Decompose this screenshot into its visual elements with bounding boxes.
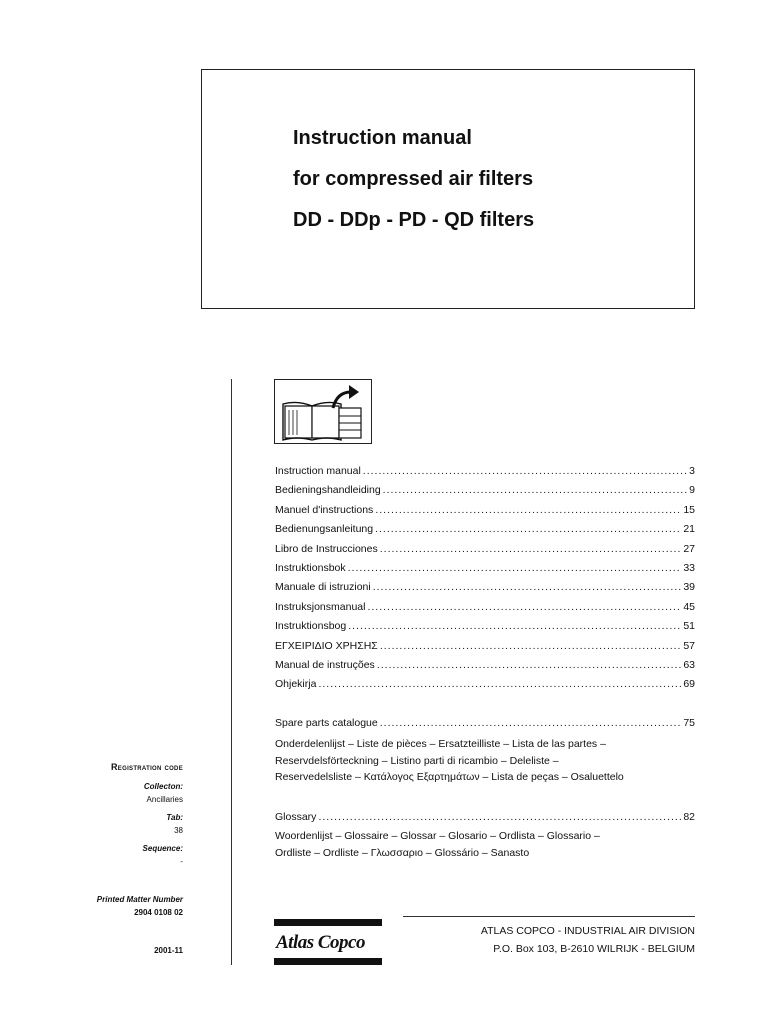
collection-value: Ancillaries bbox=[146, 795, 183, 804]
toc-label: Bedienungsanleitung bbox=[275, 523, 374, 536]
logo-text: Atlas Copco bbox=[276, 932, 365, 953]
spare-parts-row[interactable] bbox=[275, 716, 695, 730]
sequence-value: - bbox=[180, 857, 183, 866]
toc-row[interactable] bbox=[275, 561, 695, 575]
toc-label: Glossary bbox=[275, 811, 317, 823]
toc-leader bbox=[363, 464, 687, 478]
toc-row[interactable] bbox=[275, 522, 695, 536]
toc-page: 63 bbox=[683, 659, 695, 671]
toc-leader bbox=[380, 639, 682, 653]
title-box bbox=[201, 69, 695, 309]
logo-bar-bottom bbox=[274, 958, 382, 965]
toc-label: Instruktionsbok bbox=[275, 562, 346, 574]
toc-leader bbox=[348, 619, 681, 633]
toc-page: 3 bbox=[689, 465, 695, 477]
toc-row[interactable] bbox=[275, 464, 695, 478]
tab-value: 38 bbox=[174, 826, 183, 835]
toc-leader bbox=[375, 503, 681, 517]
translation-line: Reservedelsliste – Κατάλογος Εξαρτημάτων – Lista de peças – Osaluettelo bbox=[275, 771, 624, 783]
toc-row[interactable] bbox=[275, 580, 695, 594]
toc-label: Manuale di istruzioni bbox=[275, 581, 371, 594]
toc-leader bbox=[383, 483, 687, 497]
printed-matter-number: 2904 0108 02 bbox=[134, 908, 183, 917]
translation-line: Woordenlijst – Glossaire – Glossar – Glosario – Ordlista – Glossario – bbox=[275, 830, 600, 842]
toc-row[interactable] bbox=[275, 483, 695, 497]
toc-leader bbox=[318, 677, 681, 691]
toc-leader bbox=[375, 522, 681, 536]
toc-page: 15 bbox=[683, 503, 695, 516]
tab-label: Tab: bbox=[166, 813, 183, 822]
toc-leader bbox=[380, 716, 682, 730]
logo-bar-top bbox=[274, 919, 382, 926]
toc-page: 57 bbox=[683, 639, 695, 652]
open-book-icon bbox=[274, 379, 372, 444]
toc-page: 39 bbox=[683, 581, 695, 594]
toc-row[interactable] bbox=[275, 677, 695, 691]
toc-row[interactable] bbox=[275, 503, 695, 517]
toc-page: 27 bbox=[683, 542, 695, 555]
edition-date: 2001-11 bbox=[154, 946, 183, 955]
toc-page: 82 bbox=[683, 811, 695, 823]
translation-line: Ordliste – Ordliste – Γλωσσαριο – Glossário – Sanasto bbox=[275, 846, 530, 859]
company-address: P.O. Box 103, B-2610 WILRIJK - BELGIUM bbox=[493, 943, 695, 955]
toc-label: Instruction manual bbox=[275, 465, 361, 477]
toc-leader bbox=[318, 810, 681, 824]
toc-row[interactable] bbox=[275, 658, 695, 672]
sequence-label: Sequence: bbox=[142, 844, 183, 853]
title-line-1: Instruction manual bbox=[293, 127, 472, 149]
toc-label: Libro de Instrucciones bbox=[275, 542, 378, 555]
toc-page: 69 bbox=[683, 678, 695, 691]
toc-label: ΕΓΧΕΙΡΙΔΙΟ ΧΡΗΣΗΣ bbox=[275, 639, 378, 652]
spare-parts-translations bbox=[275, 736, 695, 786]
toc-leader bbox=[373, 580, 682, 594]
toc-label: Instruksjonsmanual bbox=[275, 600, 366, 613]
toc-leader bbox=[367, 600, 681, 614]
toc-leader bbox=[348, 561, 682, 575]
toc-row[interactable] bbox=[275, 639, 695, 653]
toc-row[interactable] bbox=[275, 619, 695, 633]
glossary-translations bbox=[275, 828, 695, 861]
footer-rule bbox=[403, 916, 695, 917]
toc-label: Manuel d'instructions bbox=[275, 503, 374, 516]
toc-page: 33 bbox=[683, 562, 695, 574]
title-line-2: for compressed air filters bbox=[293, 168, 534, 190]
toc-leader bbox=[380, 542, 682, 556]
toc-page: 75 bbox=[683, 717, 695, 729]
registration-heading: Registration code bbox=[111, 762, 183, 772]
toc-label: Manual de instruções bbox=[275, 659, 375, 671]
atlas-copco-logo bbox=[274, 919, 382, 965]
toc-row[interactable] bbox=[275, 600, 695, 614]
toc-page: 45 bbox=[683, 600, 695, 613]
toc-leader bbox=[377, 658, 682, 672]
toc-label: Ohjekirja bbox=[275, 678, 317, 691]
toc-page: 51 bbox=[683, 620, 695, 633]
glossary-row[interactable] bbox=[275, 810, 695, 824]
toc-label: Bedieningshandleiding bbox=[275, 484, 381, 497]
collection-label: Collecton: bbox=[143, 782, 183, 791]
toc-label: Instruktionsbog bbox=[275, 620, 347, 633]
title-line-3: DD - DDp - PD - QD filters bbox=[293, 209, 535, 231]
vertical-divider bbox=[231, 379, 232, 965]
printed-matter-label: Printed Matter Number bbox=[96, 895, 183, 904]
translation-line: Onderdelenlijst – Liste de pièces – Ersatzteilliste – Lista de las partes – bbox=[275, 738, 606, 750]
translation-line: Reservdelsförteckning – Listino parti di ricambio – Deleliste – bbox=[275, 754, 559, 767]
toc-label: Spare parts catalogue bbox=[275, 717, 378, 729]
company-name: ATLAS COPCO - INDUSTRIAL AIR DIVISION bbox=[480, 925, 695, 937]
toc-page: 21 bbox=[683, 523, 695, 536]
toc-row[interactable] bbox=[275, 542, 695, 556]
toc-page: 9 bbox=[689, 484, 695, 497]
